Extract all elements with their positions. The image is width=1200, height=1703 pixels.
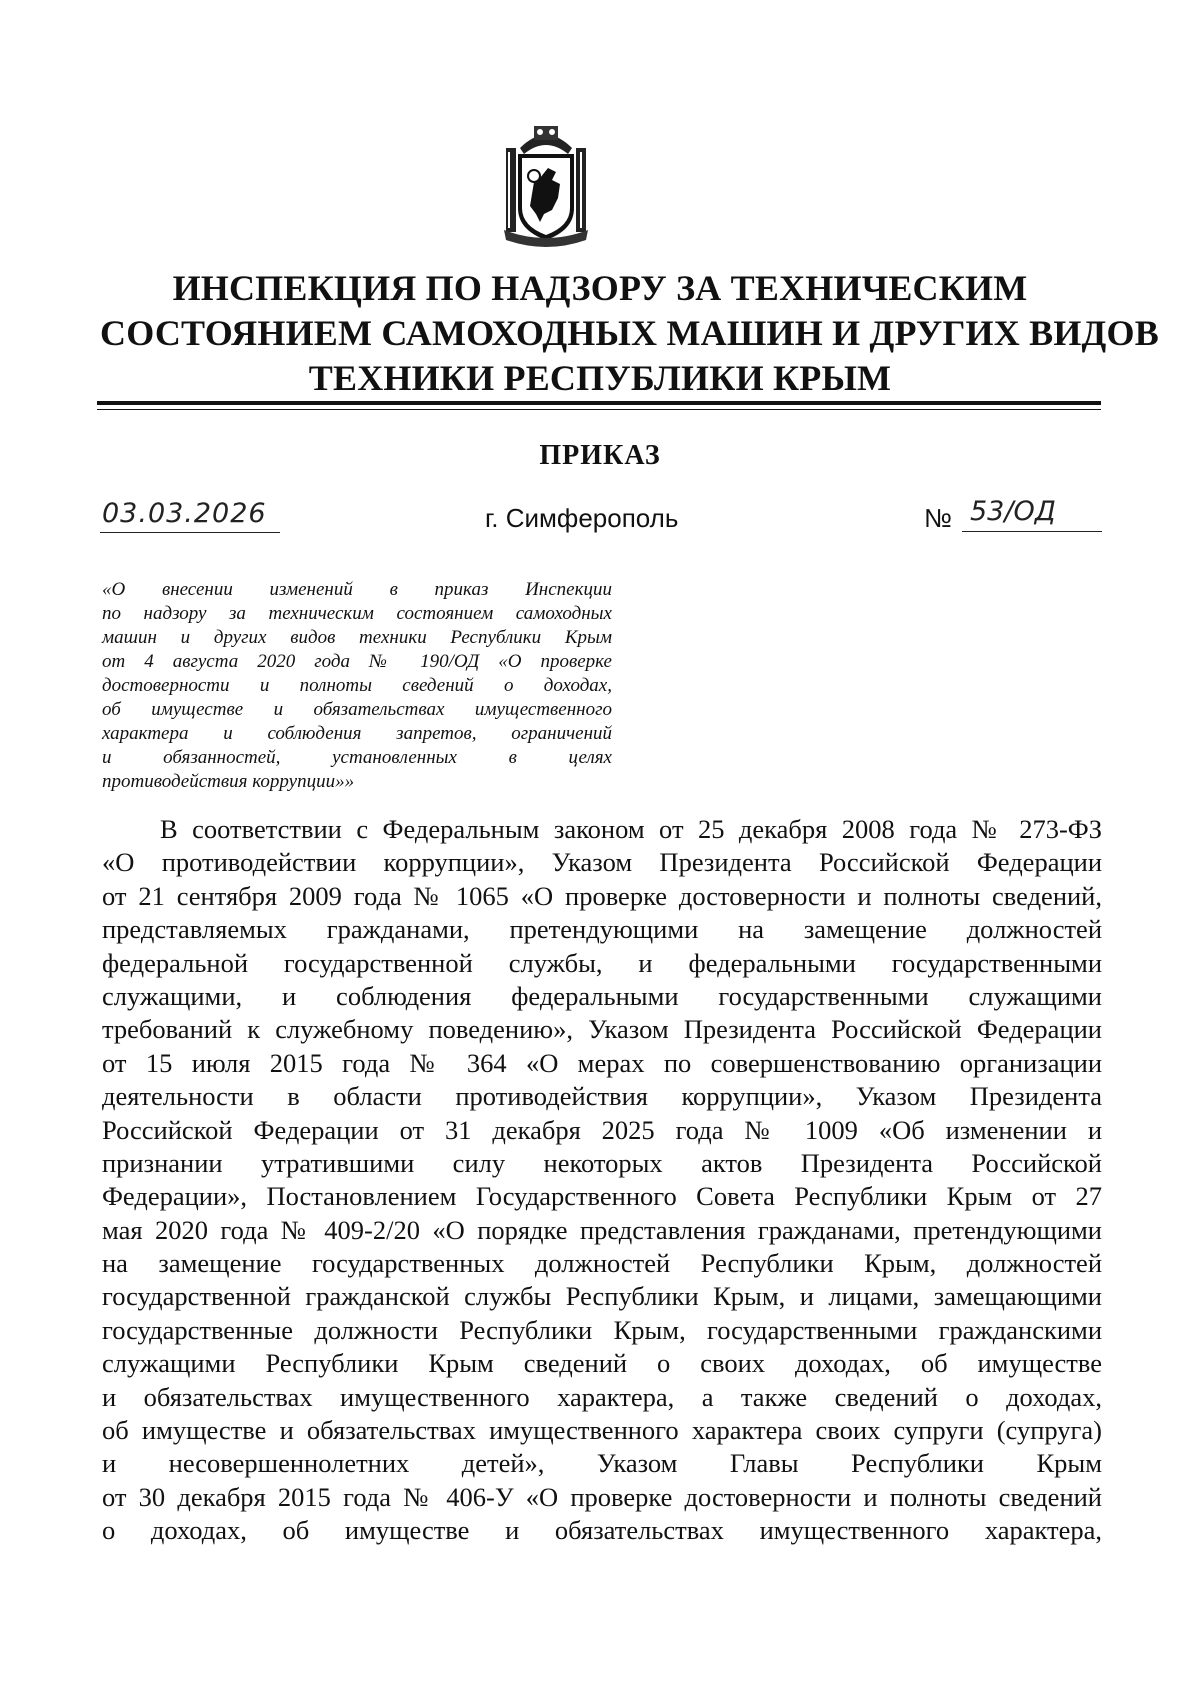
body-line: деятельности в области противодействия коррупции», Указом Президента <box>102 1081 1102 1112</box>
body-line: В соответствии с Федеральным законом от 25 декабря 2008 года № 273-ФЗ <box>160 814 1102 844</box>
header-divider-thin <box>97 409 1101 410</box>
order-number-label: № <box>924 503 952 533</box>
body-line: служащими, и соблюдения федеральными государственными служащими <box>102 980 1102 1011</box>
order-date: 03.03.2026 <box>102 498 267 529</box>
body-line: федеральной государственной службы, и федеральными государственными <box>102 947 1102 978</box>
body-line: представляемых гражданами, претендующими на замещение должностей <box>102 914 1102 945</box>
subject-line: машин и других видов техники Республики Крым <box>102 627 612 648</box>
subject-line: по надзору за техническим состоянием самоходных <box>102 603 612 624</box>
order-number: 53/ОД <box>970 496 1056 527</box>
header-divider-thick <box>97 401 1101 405</box>
document-type-heading: ПРИКАЗ <box>539 440 661 471</box>
organization-title-line: ИНСПЕКЦИЯ ПО НАДЗОРУ ЗА ТЕХНИЧЕСКИМ <box>172 268 1028 308</box>
body-line: о доходах, об имуществе и обязательствах имущественного характера, <box>102 1515 1102 1546</box>
subject-line: достоверности и полноты сведений о доходах, <box>102 675 612 696</box>
body-line: на замещение государственных должностей Республики Крым, должностей <box>102 1248 1102 1279</box>
subject-line: и обязанностей, установленных в целях <box>102 747 612 768</box>
issue-city: г. Симферополь <box>485 503 679 533</box>
subject-line: от 4 августа 2020 года № 190/ОД «О проверке <box>102 651 612 672</box>
body-line: Российской Федерации от 31 декабря 2025 года № 1009 «Об изменении и <box>102 1114 1102 1145</box>
body-line: государственные должности Республики Крым, государственными гражданскими <box>102 1314 1102 1345</box>
order-body <box>102 813 1102 1548</box>
body-line: служащими Республики Крым сведений о своих доходах, об имуществе <box>102 1348 1102 1379</box>
body-line: «О противодействии коррупции», Указом Президента Российской Федерации <box>102 847 1102 878</box>
organization-title-line: СОСТОЯНИЕМ САМОХОДНЫХ МАШИН И ДРУГИХ ВИДОВ <box>100 313 1159 353</box>
body-line: от 21 сентября 2009 года № 1065 «О проверке достоверности и полноты сведений, <box>102 880 1102 911</box>
body-line: требований к служебному поведению», Указом Президента Российской Федерации <box>102 1014 1102 1045</box>
body-line: об имуществе и обязательствах имущественного характера своих супруги (супруга) <box>102 1415 1102 1446</box>
subject-line: характера и соблюдения запретов, ограничений <box>102 723 612 744</box>
body-line: государственной гражданской службы Республики Крым, и лицами, замещающими <box>102 1281 1102 1312</box>
order-subject <box>102 578 612 794</box>
subject-line: противодействия коррупции»» <box>102 771 355 792</box>
body-line: от 30 декабря 2015 года № 406-У «О проверке достоверности и полноты сведений <box>102 1481 1102 1512</box>
crimea-coat-of-arms-icon <box>500 118 592 250</box>
body-line: признании утратившими силу некоторых актов Президента Российской <box>102 1147 1102 1178</box>
body-line: и обязательствах имущественного характера, а также сведений о доходах, <box>102 1381 1102 1412</box>
number-underline <box>962 531 1102 532</box>
subject-line: «О внесении изменений в приказ Инспекции <box>102 579 612 600</box>
subject-line: об имуществе и обязательствах имущественного <box>102 699 612 720</box>
body-line: и несовершеннолетних детей», Указом Главы Республики Крым <box>102 1448 1102 1479</box>
organization-title-line: ТЕХНИКИ РЕСПУБЛИКИ КРЫМ <box>308 358 892 398</box>
date-underline <box>100 532 280 533</box>
body-line: от 15 июля 2015 года № 364 «О мерах по совершенствованию организации <box>102 1047 1102 1078</box>
body-line: Федерации», Постановлением Государственного Совета Республики Крым от 27 <box>102 1181 1102 1212</box>
organization-title <box>100 266 1159 401</box>
body-line: мая 2020 года № 409-2/20 «О порядке представления гражданами, претендующими <box>102 1214 1102 1245</box>
